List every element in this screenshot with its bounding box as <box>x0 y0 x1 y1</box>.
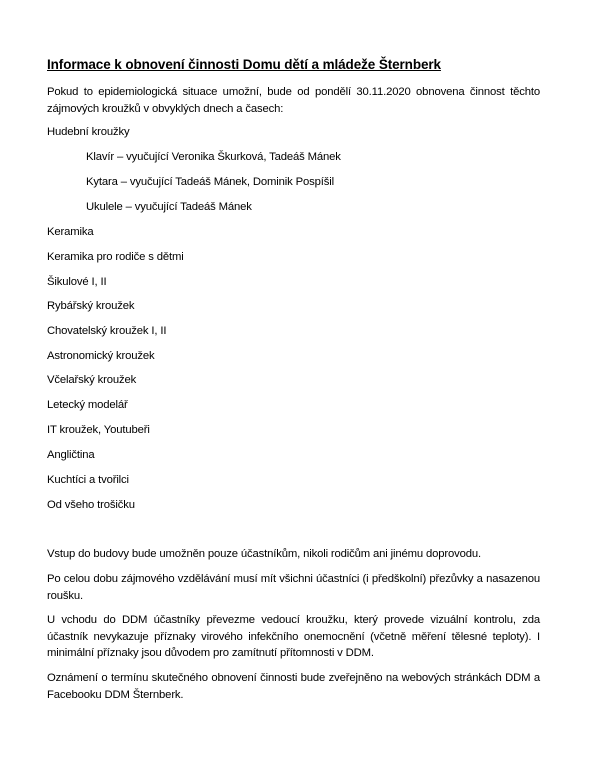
club-item: Chovatelský kroužek I, II <box>47 325 167 337</box>
music-item-guitar: Kytara – vyučující Tadeáš Mánek, Dominik Pospíšil <box>86 176 334 188</box>
club-item: Keramika <box>47 226 94 238</box>
music-item-ukulele: Ukulele – vyučující Tadeáš Mánek <box>86 201 252 213</box>
club-item: Angličtina <box>47 449 95 461</box>
music-clubs-heading: Hudební kroužky <box>47 126 130 138</box>
note-entrance: Vstup do budovy bude umožněn pouze účastníkům, nikoli rodičům ani jinému doprovodu. <box>47 548 482 560</box>
club-item: Šikulové I, II <box>47 276 107 288</box>
note-health-check: U vchodu do DDM účastníky převezme vedoucí kroužku, který provede vizuální kontrolu, zda účastník nevykazuje příznaky virového infekčního onemocnění (včetně měření tělesné teploty). I minimální příznaky jsou důvodem pro zamítnutí přítomnosti v DDM. <box>47 614 540 659</box>
club-item: Od všeho trošičku <box>47 499 135 511</box>
intro-paragraph: Pokud to epidemiologická situace umožní, bude od pondělí 30.11.2020 obnovena činnost těchto zájmových kroužků v obvyklých dnech a časech: <box>47 86 540 115</box>
club-item: Letecký modelář <box>47 399 128 411</box>
note-announcement: Oznámení o termínu skutečného obnovení činnosti bude zveřejněno na webových stránkách DDM a Facebooku DDM Šternberk. <box>47 672 540 701</box>
club-item: Rybářský kroužek <box>47 300 135 312</box>
club-item: Včelařský kroužek <box>47 374 137 386</box>
club-item: Keramika pro rodiče s dětmi <box>47 251 184 263</box>
club-item: Kuchtíci a tvořilci <box>47 474 129 486</box>
note-slippers-mask: Po celou dobu zájmového vzdělávání musí mít všichni účastníci (i předškolní) přezůvky a nasazenou roušku. <box>47 573 540 602</box>
club-item: Astronomický kroužek <box>47 350 155 362</box>
document-title: Informace k obnovení činnosti Domu dětí a mládeže Šternberk <box>47 57 441 72</box>
music-item-piano: Klavír – vyučující Veronika Škurková, Tadeáš Mánek <box>86 151 341 163</box>
club-item: IT kroužek, Youtubeři <box>47 424 150 436</box>
